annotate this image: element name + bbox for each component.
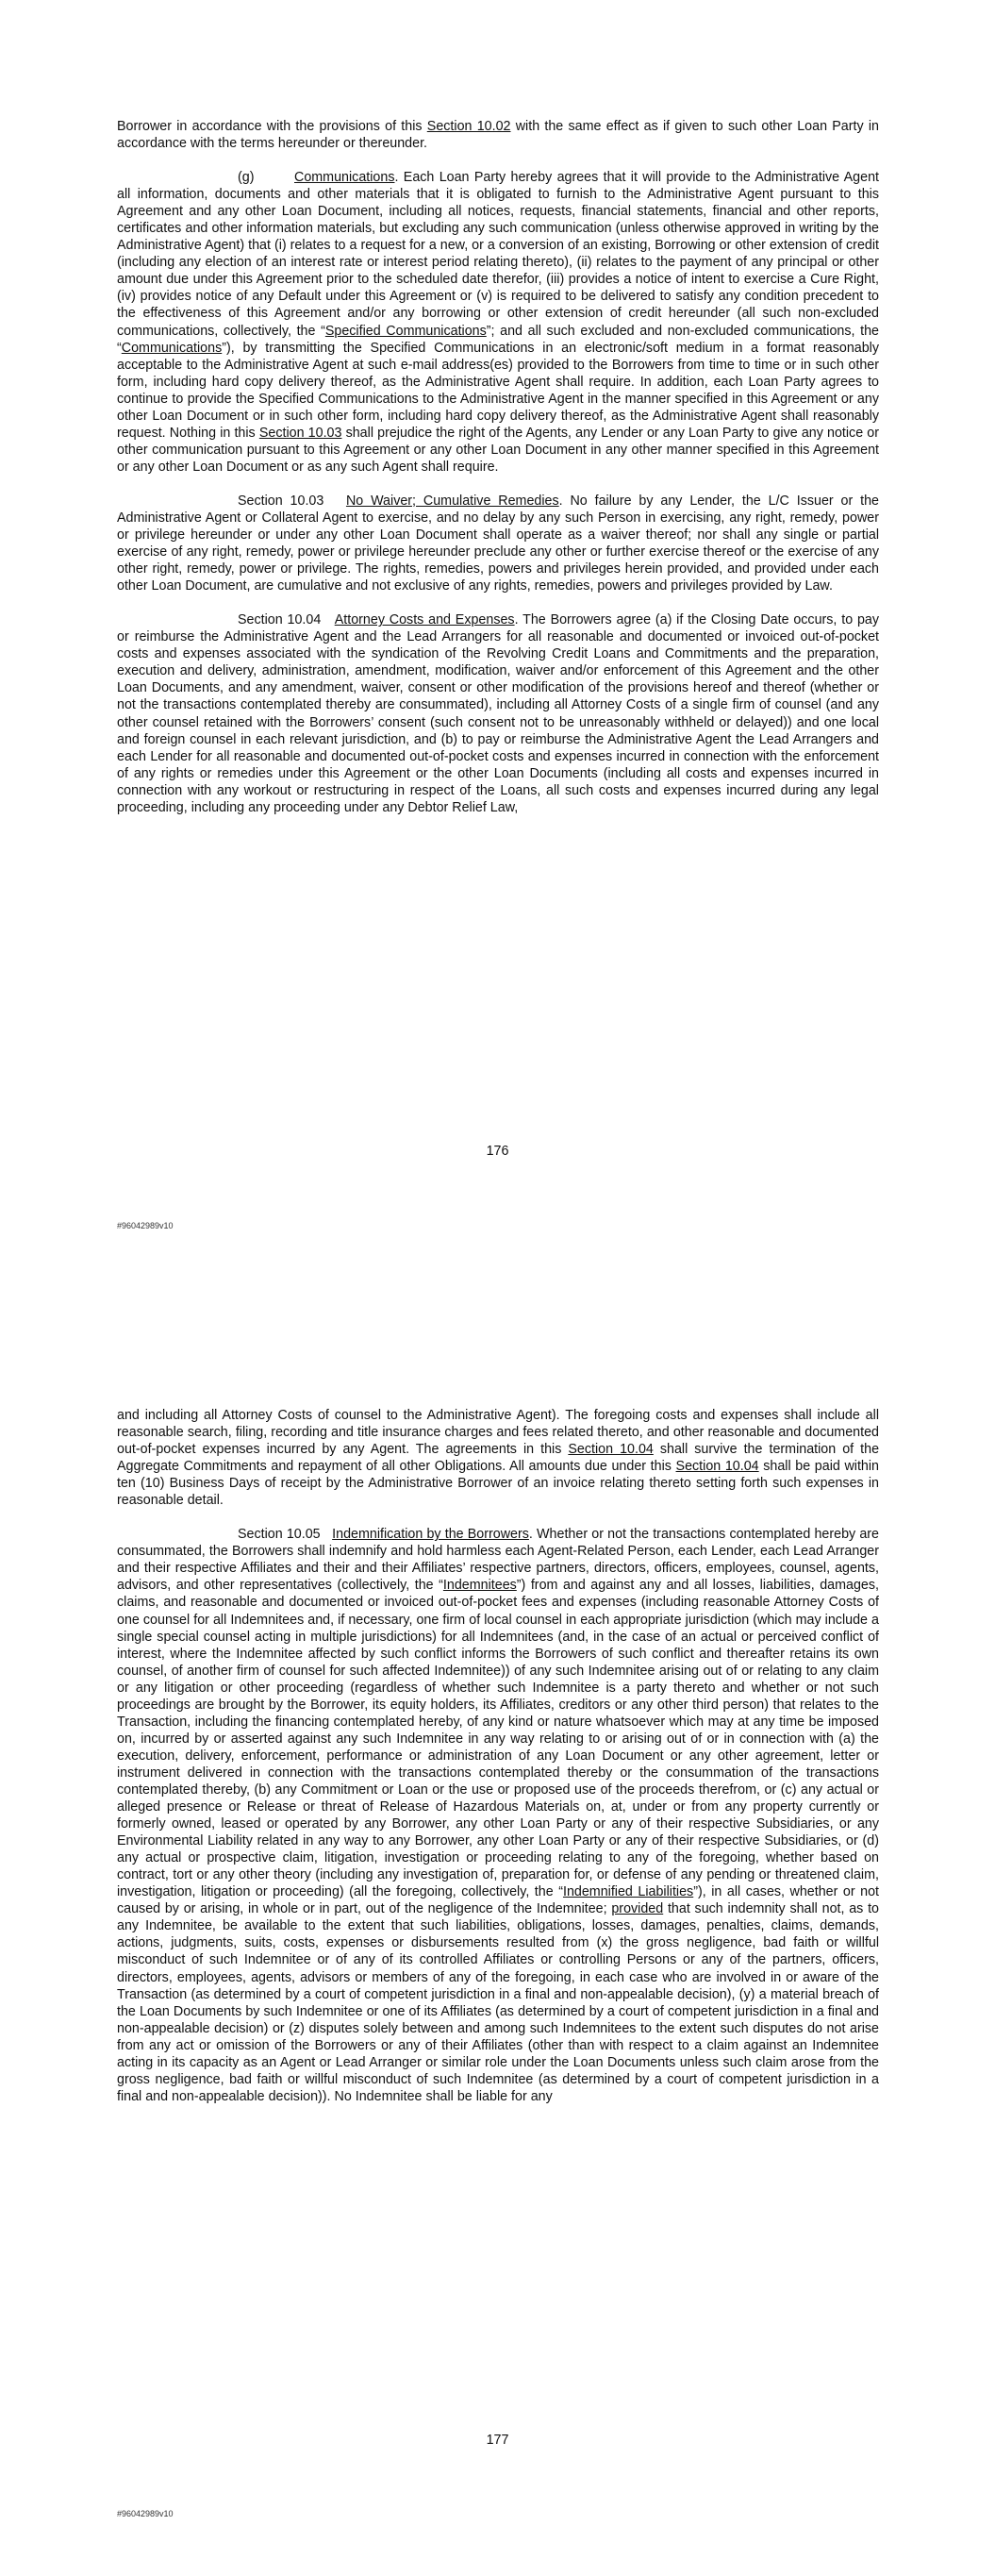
- paragraph-communications: (g) Communications. Each Loan Party hereby agrees that it will provide to the Administrative Agent all information, documents and other materials that it is obligated to furnish to the Administrative Agent pursuant to this Agreement and any other Loan Document, including all notices, requests, financial statements, financial and other reports, certificates and other information materials, but excluding any such communication (unless otherwise approved in writing by the Administrative Agent) that (i) relates to a request for a new, or a conversion of an existing, Borrowing or other extension of credit (including any election of an interest rate or interest period relating thereto), (ii) relates to the payment of any principal or other amount due under this Agreement prior to the scheduled date therefor, (iii) provides a notice of intent to exercise a Cure Right, (iv) provides notice of any Default under this Agreement or (v) is required to be delivered to satisfy any condition precedent to the effectiveness of this Agreement and/or any borrowing or other extension of credit hereunder (all such non-excluded communications, collectively, the “Specified Communications”; and all such excluded and non-excluded communications, the “Communications”), by transmitting the Specified Communications in an electronic/soft medium in a format reasonably acceptable to the Administrative Agent at such e-mail address(es) provided to the Borrowers from time to time or in such other form, including hard copy delivery thereof, as the Administrative Agent shall require. In addition, each Loan Party agrees to continue to provide the Specified Communications to the Administrative Agent in the manner specified in this Agreement or any other Loan Document or in such other form, including hard copy delivery thereof, as the Administrative Agent shall reasonably request. Nothing in this Section 10.03 shall prejudice the right of the Agents, any Lender or any Loan Party to give any notice or other communication pursuant to this Agreement or any other Loan Document in any other manner specified in this Agreement or any other Loan Document or as any such Agent shall require.: [117, 170, 880, 475]
- clause-heading: Communications: [294, 170, 395, 186]
- page-body: [117, 1407, 879, 2122]
- section-reference: Section 10.04: [675, 1459, 759, 1475]
- section-reference: Section 10.03: [258, 425, 342, 441]
- defined-term: Indemnitees: [442, 1578, 517, 1594]
- page-body: [117, 118, 879, 833]
- document-id: #96042989v10: [117, 1221, 174, 1230]
- paragraph-continuation: and including all Attorney Costs of counsel to the Administrative Agent). The foregoing costs and expenses shall include all reasonable search, filing, recording and title insurance charges and fees related thereto, and other reasonable and documented out-of-pocket expenses incurred by any Agent. The agreements in this Section 10.04 shall survive the termination of the Aggregate Commitments and repayment of all other Obligations. All amounts due under this Section 10.04 shall be paid within ten (10) Business Days of receipt by the Administrative Borrower of an invoice relating thereto setting forth such expenses in reasonable detail.: [117, 1408, 880, 1509]
- section-number: Section 10.05: [238, 1527, 321, 1543]
- clause-label: (g): [238, 170, 255, 186]
- section-heading: No Waiver; Cumulative Remedies: [345, 493, 559, 509]
- section-reference: Section 10.02: [426, 119, 511, 134]
- section-reference: Section 10.04: [568, 1442, 654, 1458]
- defined-term: Indemnified Liabilities: [562, 1884, 694, 1900]
- section-number: Section 10.03: [238, 493, 324, 509]
- section-10-04: Section 10.04 Attorney Costs and Expenses. The Borrowers agree (a) if the Closing Date occurs, to pay or reimburse the Administrative Agent and the Lead Arrangers for all reasonable and documented or invoiced out-of-pocket costs and expenses associated with the syndication of the Revolving Credit Loans and Commitments and the preparation, execution and delivery, administration, amendment, modification, waiver and/or enforcement of this Agreement and the other Loan Documents, and any amendment, waiver, consent or other modification of the provisions hereof and thereof (whether or not the transactions contemplated thereby are consummated), including all Attorney Costs of a single firm of counsel (and any other counsel retained with the Borrowers’ consent (such consent not to be unreasonably withheld or delayed)) and one local and foreign counsel in each relevant jurisdiction, and (b) to pay or reimburse the Administrative Agent the Lead Arrangers and each Lender for all reasonable and documented out-of-pocket costs and expenses incurred in connection with the enforcement of any rights or remedies under this Agreement or the other Loan Documents (including all costs and expenses incurred in connection with any workout or restructuring in respect of the Loans, all such costs and expenses incurred during any legal proceeding, including any proceeding under any Debtor Relief Law,: [117, 612, 880, 815]
- section-heading: Indemnification by the Borrowers: [332, 1527, 529, 1543]
- defined-term: Communications: [121, 340, 223, 356]
- paragraph-continuation: Borrower in accordance with the provisions of this Section 10.02 with the same effect as if given to such other Loan Party in accordance with the terms hereunder or thereunder.: [117, 119, 879, 152]
- document-page-177: [0, 1288, 995, 2576]
- section-10-03: Section 10.03 No Waiver; Cumulative Remedies. No failure by any Lender, the L/C Issuer or the Administrative Agent or Collateral Agent to exercise, and no delay by any such Person in exercising, any right, remedy, power or privilege hereunder or under any other Loan Document shall operate as a waiver thereof; nor shall any single or partial exercise of any right, remedy, power or privilege hereunder preclude any other or further exercise thereof or the exercise of any other right, remedy, power or privilege. The rights, remedies, powers and privileges herein provided, and provided under each other Loan Document, are cumulative and not exclusive of any rights, remedies, powers and privileges provided by Law.: [117, 493, 880, 594]
- section-heading: Attorney Costs and Expenses: [334, 612, 515, 628]
- section-number: Section 10.04: [238, 612, 322, 628]
- defined-term: provided: [611, 1901, 664, 1917]
- defined-term: Specified Communications: [324, 323, 487, 339]
- page-number: 176: [486, 1144, 509, 1159]
- document-id: #96042989v10: [117, 2509, 174, 2518]
- page-number: 177: [486, 2433, 509, 2448]
- section-10-05: Section 10.05 Indemnification by the Borrowers. Whether or not the transactions contemplated hereby are consummated, the Borrowers shall indemnify and hold harmless each Agent-Related Person, each Lender, each Lead Arranger and their respective Affiliates and their and their Affiliates’ respective partners, directors, officers, employees, counsel, agents, advisors, and other representatives (collectively, the “Indemnitees”) from and against any and all losses, liabilities, damages, claims, and reasonable and documented or invoiced out-of-pocket fees and expenses (including reasonable Attorney Costs of one counsel for all Indemnitees and, if necessary, one firm of local counsel in each appropriate jurisdiction (which may include a single special counsel acting in multiple jurisdictions) for all Indemnitees (and, in the case of an actual or perceived conflict of interest, where the Indemnitee affected by such conflict informs the Borrowers of such conflict and thereafter retains its own counsel, of another firm of counsel for such affected Indemnitee)) of any such Indemnitee arising out of or relating to any claim or any litigation or other proceeding (regardless of whether such Indemnitee is a party thereto and whether or not such proceedings are brought by the Borrower, its equity holders, its Affiliates, creditors or any other third person) that relates to the Transaction, including the financing contemplated hereby, of any kind or nature whatsoever which may at any time be imposed on, incurred by or asserted against any such Indemnitee in any way relating to or arising out of or in connection with (a) the execution, delivery, enforcement, performance or administration of any Loan Document or any other agreement, letter or instrument delivered in connection with the transactions contemplated thereby or the consummation of the transactions contemplated thereby, (b) any Commitment or Loan or the use or proposed use of the proceeds therefrom, or (c) any actual or alleged presence or Release or threat of Release of Hazardous Materials on, at, under or from any property currently or formerly owned, leased or operated by any Borrower, any other Loan Party or any of their respective Subsidiaries, or any Environmental Liability related in any way to any Borrower, any other Loan Party or any of their respective Subsidiaries, or (d) any actual or prospective claim, litigation, investigation or proceeding relating to any of the foregoing, whether based on contract, tort or any other theory (including any investigation of, preparation for, or defense of any pending or threatened claim, investigation, litigation or proceeding) (all the foregoing, collectively, the “Indemnified Liabilities”), in all cases, whether or not caused by or arising, in whole or in part, out of the negligence of the Indemnitee; provided that such indemnity shall not, as to any Indemnitee, be available to the extent that such liabilities, obligations, losses, damages, penalties, claims, demands, actions, judgments, suits, costs, expenses or disbursements resulted from (x) the gross negligence, bad faith or willful misconduct of such Indemnitee or of any of its controlled Affiliates or controlling Persons or any of the partners, officers, directors, employees, agents, advisors or members of any of the foregoing, in each case who are involved in or aware of the Transaction (as determined by a court of competent jurisdiction in a final and non-appealable decision), (y) a material breach of the Loan Documents by such Indemnitee or one of its Affiliates (as determined by a court of competent jurisdiction in a final and non-appealable decision) or (z) disputes solely between and among such Indemnitees to the extent such disputes do not arise from any act or omission of the Borrowers or any of their Affiliates (other than with respect to a claim against an Indemnitee acting in its capacity as an Agent or Lead Arranger or similar role under the Loan Documents unless such claim arose from the gross negligence, bad faith or willful misconduct of such Indemnitee (as determined by a court of competent jurisdiction in a final and non-appealable decision)). No Indemnitee shall be liable for any: [117, 1527, 880, 2104]
